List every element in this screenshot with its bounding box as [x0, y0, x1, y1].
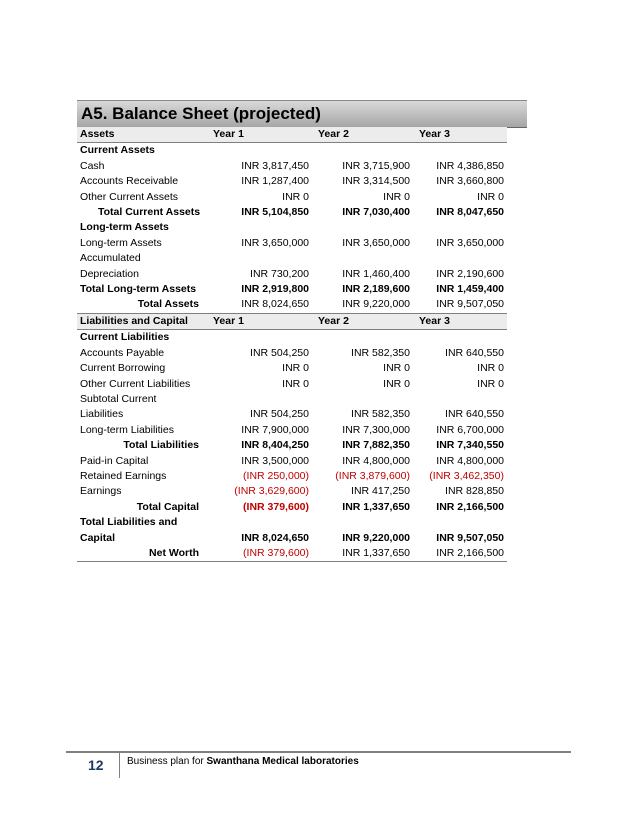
tc-y1: (INR 379,600) — [243, 500, 309, 513]
total-current-assets-row — [77, 205, 507, 220]
dep-label-line1: Accumulated — [80, 252, 141, 265]
cl-heading: Current Liabilities — [80, 331, 170, 344]
current-assets-heading-row — [77, 143, 507, 159]
nw-label: Net Worth — [77, 546, 207, 562]
tc-y3: INR 2,166,500 — [436, 500, 504, 513]
ar-y3: INR 3,660,800 — [436, 175, 504, 188]
tca-y2: INR 7,030,400 — [342, 206, 410, 219]
liab-header-label: Liabilities and Capital — [77, 313, 207, 329]
footer-divider — [66, 751, 571, 753]
total-lta-row — [77, 282, 507, 297]
cash-y3: INR 4,386,850 — [436, 159, 504, 172]
tlc-label — [77, 515, 207, 546]
cash-y1: INR 3,817,450 — [241, 159, 309, 172]
footer-separator — [119, 752, 120, 778]
tca-y1: INR 5,104,850 — [241, 206, 309, 219]
earnings-label: Earnings — [80, 485, 122, 498]
table-row — [77, 190, 507, 205]
borrow-y3: INR 0 — [477, 362, 504, 375]
tc-y2: INR 1,337,650 — [342, 500, 410, 513]
paid-in-y3: INR 4,800,000 — [436, 454, 504, 467]
ltl-y2: INR 7,300,000 — [342, 423, 410, 436]
table-row — [77, 251, 507, 282]
ltl-y1: INR 7,900,000 — [241, 423, 309, 436]
liab-header-year1: Year 1 — [207, 313, 312, 329]
other-cl-y3: INR 0 — [477, 377, 504, 390]
other-ca-label: Other Current Assets — [80, 190, 179, 203]
total-lc-row — [77, 515, 507, 546]
tlc-label-line1: Total Liabilities and — [80, 516, 178, 529]
ltl-y3: INR 6,700,000 — [436, 423, 504, 436]
total-liabilities-row — [77, 438, 507, 453]
tca-y3: INR 8,047,650 — [436, 206, 504, 219]
assets-header-year3: Year 3 — [413, 127, 507, 143]
paid-in-y2: INR 4,800,000 — [342, 454, 410, 467]
subtotal-cl-y1: INR 504,250 — [250, 408, 309, 421]
ap-label: Accounts Payable — [80, 346, 165, 359]
total-capital-row — [77, 500, 507, 515]
ltl-label: Long-term Liabilities — [80, 423, 174, 436]
tlc-y3: INR 9,507,050 — [436, 531, 504, 544]
page-number: 12 — [88, 757, 104, 773]
liab-header-year3: Year 3 — [413, 313, 507, 329]
section-title-bar — [77, 100, 527, 128]
lta-label: Long-term Assets — [80, 236, 162, 249]
footer-text — [127, 756, 359, 767]
other-ca-y3: INR 0 — [477, 190, 504, 203]
assets-header-year2: Year 2 — [312, 127, 413, 143]
tc-label: Total Capital — [136, 500, 199, 513]
liabilities-header-row — [77, 313, 507, 329]
net-worth-row — [77, 546, 507, 562]
other-cl-y1: INR 0 — [282, 377, 309, 390]
subtotal-cl-y3: INR 640,550 — [445, 408, 504, 421]
other-ca-y1: INR 0 — [282, 190, 309, 203]
dep-label — [77, 251, 207, 282]
table-row — [77, 469, 507, 484]
table-row — [77, 454, 507, 469]
tl-y3: INR 7,340,550 — [436, 439, 504, 452]
retained-y1: (INR 250,000) — [243, 469, 309, 482]
tlc-y2: INR 9,220,000 — [342, 531, 410, 544]
tca-label: Total Current Assets — [98, 206, 201, 219]
lta-y3: INR 3,650,000 — [436, 236, 504, 249]
tlta-label: Total Long-term Assets — [80, 283, 197, 296]
tl-y1: INR 8,404,250 — [241, 439, 309, 452]
dep-label-line2: Depreciation — [80, 267, 139, 280]
ar-label: Accounts Receivable — [80, 175, 179, 188]
retained-y2: (INR 3,879,600) — [335, 469, 410, 482]
footer-text-prefix: Business plan for — [127, 756, 207, 767]
assets-header-row — [77, 127, 507, 143]
other-cl-y2: INR 0 — [383, 377, 410, 390]
current-assets-heading: Current Assets — [80, 144, 155, 157]
section-title: A5. Balance Sheet (projected) — [81, 104, 321, 123]
retained-y3: (INR 3,462,350) — [429, 469, 504, 482]
ta-y2: INR 9,220,000 — [312, 297, 413, 313]
table-row — [77, 377, 507, 392]
ap-y1: INR 504,250 — [250, 346, 309, 359]
balance-sheet-table — [77, 127, 507, 562]
tlta-y2: INR 2,189,600 — [342, 283, 410, 296]
earnings-y3: INR 828,850 — [445, 485, 504, 498]
footer-company-name: Swanthana Medical laboratories — [206, 756, 359, 767]
table-row — [77, 484, 507, 499]
other-cl-label: Other Current Liabilities — [80, 377, 191, 390]
cash-y2: INR 3,715,900 — [342, 159, 410, 172]
table-row — [77, 346, 507, 361]
tlta-y3: INR 1,459,400 — [436, 283, 504, 296]
earnings-y1: (INR 3,629,600) — [234, 485, 309, 498]
ap-y3: INR 640,550 — [445, 346, 504, 359]
tlta-y1: INR 2,919,800 — [241, 283, 309, 296]
assets-header-label: Assets — [77, 127, 207, 143]
table-row — [77, 174, 507, 189]
assets-header-year1: Year 1 — [207, 127, 312, 143]
subtotal-cl-label-line2: Liabilities — [80, 408, 124, 421]
earnings-y2: INR 417,250 — [351, 485, 410, 498]
ta-y1: INR 8,024,650 — [207, 297, 312, 313]
table-row — [77, 361, 507, 376]
paid-in-y1: INR 3,500,000 — [241, 454, 309, 467]
subtotal-cl-label — [77, 392, 207, 423]
dep-y1: INR 730,200 — [250, 267, 309, 280]
tl-y2: INR 7,882,350 — [342, 439, 410, 452]
retained-label: Retained Earnings — [80, 469, 167, 482]
table-row — [77, 236, 507, 251]
ar-y2: INR 3,314,500 — [342, 175, 410, 188]
dep-y2: INR 1,460,400 — [342, 267, 410, 280]
total-assets-row — [77, 297, 507, 313]
dep-y3: INR 2,190,600 — [436, 267, 504, 280]
ar-y1: INR 1,287,400 — [241, 175, 309, 188]
borrow-label: Current Borrowing — [80, 362, 166, 375]
table-row — [77, 392, 507, 423]
nw-y3: INR 2,166,500 — [413, 546, 507, 562]
cash-label: Cash — [80, 159, 105, 172]
paid-in-label: Paid-in Capital — [80, 454, 149, 467]
ap-y2: INR 582,350 — [351, 346, 410, 359]
nw-y2: INR 1,337,650 — [312, 546, 413, 562]
subtotal-cl-y2: INR 582,350 — [351, 408, 410, 421]
ta-label: Total Assets — [77, 297, 207, 313]
lta-y2: INR 3,650,000 — [342, 236, 410, 249]
long-term-assets-heading-row — [77, 220, 507, 235]
liab-header-year2: Year 2 — [312, 313, 413, 329]
other-ca-y2: INR 0 — [383, 190, 410, 203]
tlc-label-line2: Capital — [80, 531, 116, 544]
lta-y1: INR 3,650,000 — [241, 236, 309, 249]
borrow-y2: INR 0 — [383, 362, 410, 375]
table-row — [77, 423, 507, 438]
lta-heading: Long-term Assets — [80, 221, 169, 234]
current-liabilities-heading-row — [77, 330, 507, 346]
subtotal-cl-label-line1: Subtotal Current — [80, 392, 157, 405]
table-row — [77, 159, 507, 174]
nw-y1: (INR 379,600) — [207, 546, 312, 562]
ta-y3: INR 9,507,050 — [413, 297, 507, 313]
tlc-y1: INR 8,024,650 — [241, 531, 309, 544]
borrow-y1: INR 0 — [282, 362, 309, 375]
tl-label: Total Liabilities — [123, 439, 199, 452]
